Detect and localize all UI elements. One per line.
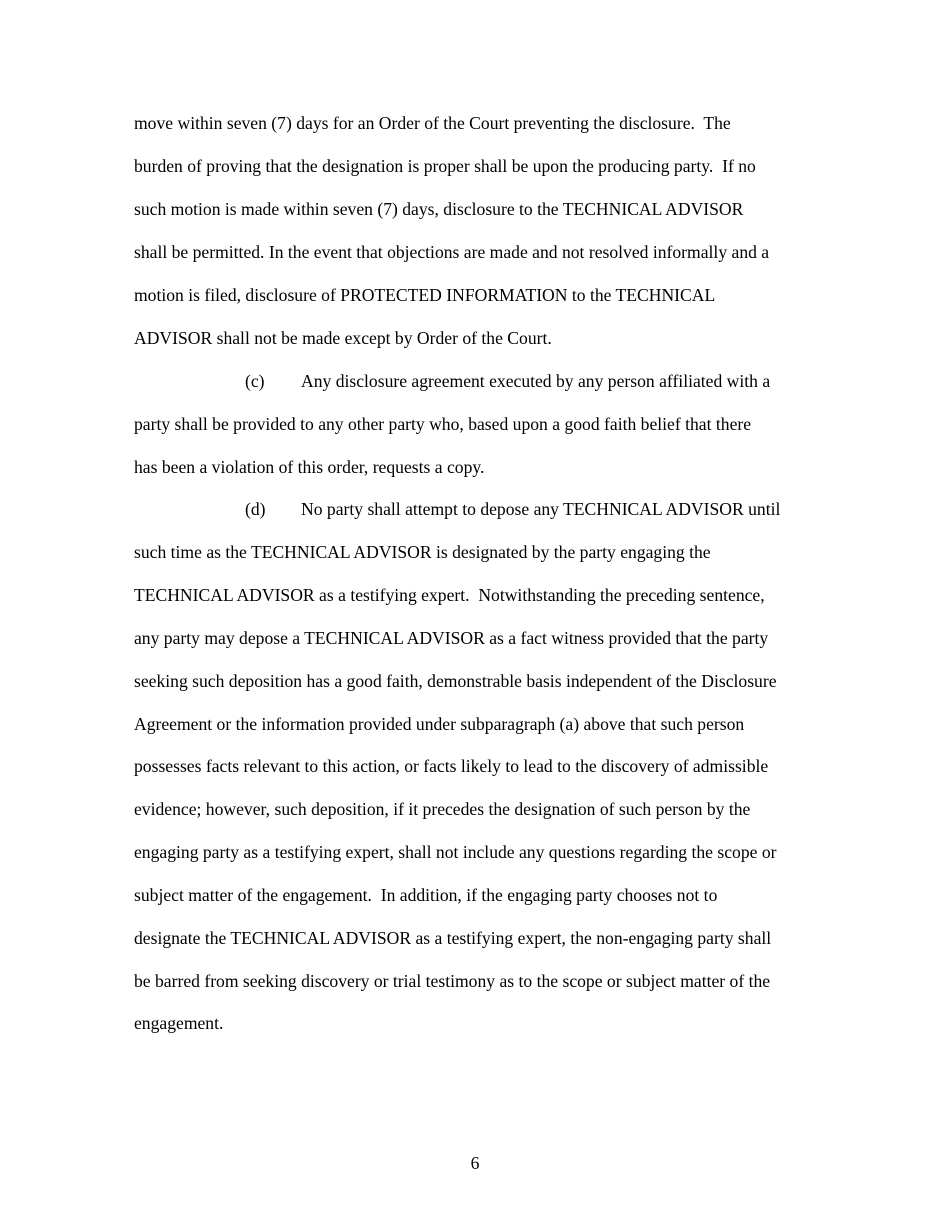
text-line: party shall be provided to any other party who, based upon a good faith belief that there — [134, 414, 752, 434]
text-line: TECHNICAL ADVISOR as a testifying expert. Notwithstanding the preceding sentence, — [134, 585, 765, 605]
text-line: evidence; however, such deposition, if it precedes the designation of such person by the — [134, 799, 751, 819]
paragraph-d-marker: (d) — [245, 499, 266, 519]
text-line: any party may depose a TECHNICAL ADVISOR as a fact witness provided that the party — [134, 628, 769, 648]
text-line: seeking such deposition has a good faith, demonstrable basis independent of the Disclosure — [134, 671, 777, 691]
text-line: such time as the TECHNICAL ADVISOR is designated by the party engaging the — [134, 542, 711, 562]
text-line: Agreement or the information provided under subparagraph (a) above that such person — [134, 714, 745, 734]
paragraph-c-first-line: Any disclosure agreement executed by any person affiliated with a — [301, 371, 771, 391]
text-line: engaging party as a testifying expert, shall not include any questions regarding the scope or — [134, 842, 777, 862]
text-line: possesses facts relevant to this action, or facts likely to lead to the discovery of admissible — [134, 756, 769, 776]
paragraph-d-first-line: No party shall attempt to depose any TECHNICAL ADVISOR until — [301, 499, 781, 519]
text-line: subject matter of the engagement. In addition, if the engaging party chooses not to — [134, 885, 718, 905]
text-line: shall be permitted. In the event that objections are made and not resolved informally and a — [134, 242, 770, 262]
text-line: designate the TECHNICAL ADVISOR as a testifying expert, the non-engaging party shall — [134, 928, 772, 948]
text-line: such motion is made within seven (7) days, disclosure to the TECHNICAL ADVISOR — [134, 199, 744, 219]
text-line: burden of proving that the designation is proper shall be upon the producing party. If no — [134, 156, 756, 176]
text-line: has been a violation of this order, requests a copy. — [134, 457, 485, 477]
text-line: motion is filed, disclosure of PROTECTED INFORMATION to the TECHNICAL — [134, 285, 716, 305]
text-line: be barred from seeking discovery or trial testimony as to the scope or subject matter of the — [134, 971, 771, 991]
page-number: 6 — [470, 1153, 480, 1173]
text-line: move within seven (7) days for an Order of the Court preventing the disclosure. The — [134, 113, 731, 133]
text-line: engagement. — [134, 1013, 224, 1033]
paragraph-c-marker: (c) — [245, 371, 265, 391]
text-line: ADVISOR shall not be made except by Order of the Court. — [134, 328, 552, 348]
